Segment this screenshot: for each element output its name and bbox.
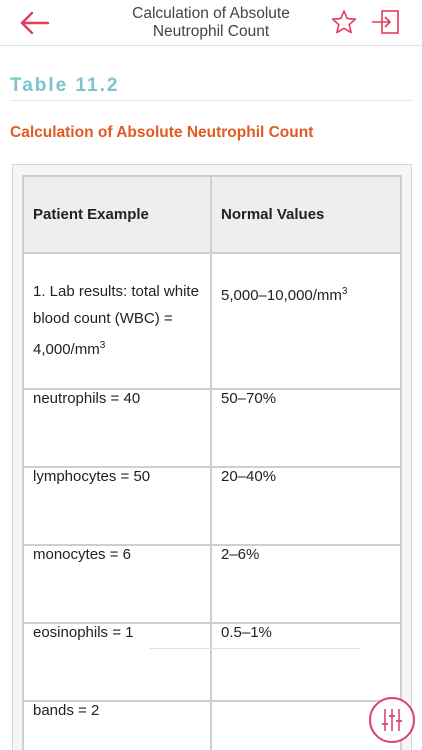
title-line-2: Neutrophil Count	[152, 23, 270, 40]
column-header-normal-values: Normal Values	[211, 176, 401, 253]
table-cell: bands = 2	[23, 701, 211, 750]
table-cell: 2–6%	[211, 545, 401, 623]
table-container	[12, 164, 412, 750]
top-bar	[0, 0, 422, 46]
exit-icon	[370, 9, 400, 35]
table-title: Calculation of Absolute Neutrophil Count	[10, 124, 314, 141]
favorite-button[interactable]	[331, 9, 357, 35]
table-number-label: Table 11.2	[10, 75, 120, 96]
title-line-1: Calculation of Absolute	[132, 5, 290, 22]
superscript: 3	[341, 286, 348, 297]
table-cell: neutrophils = 40	[23, 389, 211, 467]
table-cell: monocytes = 6	[23, 545, 211, 623]
table-row	[23, 467, 401, 545]
settings-button[interactable]	[369, 697, 415, 743]
arrow-left-icon	[18, 8, 54, 38]
sliders-icon	[371, 699, 413, 741]
cell-text: 1. Lab results: total white blood count (WBC) = 4,000/mm	[33, 283, 199, 358]
column-header-patient-example: Patient Example	[23, 176, 211, 253]
page-title	[80, 5, 342, 41]
table-row	[23, 545, 401, 623]
exit-button[interactable]	[370, 9, 400, 35]
table-row	[23, 701, 401, 750]
table-cell: 0.5–1%	[211, 623, 401, 701]
cell-text: 5,000–10,000/mm	[221, 287, 342, 304]
table-cell: 50–70%	[211, 389, 401, 467]
star-icon	[331, 9, 357, 35]
table-row	[23, 389, 401, 467]
back-button[interactable]	[18, 8, 54, 38]
table-cell: eosinophils = 1	[23, 623, 211, 701]
superscript: 3	[99, 340, 106, 351]
table-cell	[211, 253, 401, 389]
table-cell: lymphocytes = 50	[23, 467, 211, 545]
divider	[10, 100, 412, 101]
table-row	[23, 623, 401, 701]
highlight-line	[150, 648, 360, 649]
table-header-row	[23, 176, 401, 253]
table-cell: 20–40%	[211, 467, 401, 545]
table-cell	[23, 253, 211, 389]
table-row	[23, 253, 401, 389]
data-table	[22, 175, 402, 750]
